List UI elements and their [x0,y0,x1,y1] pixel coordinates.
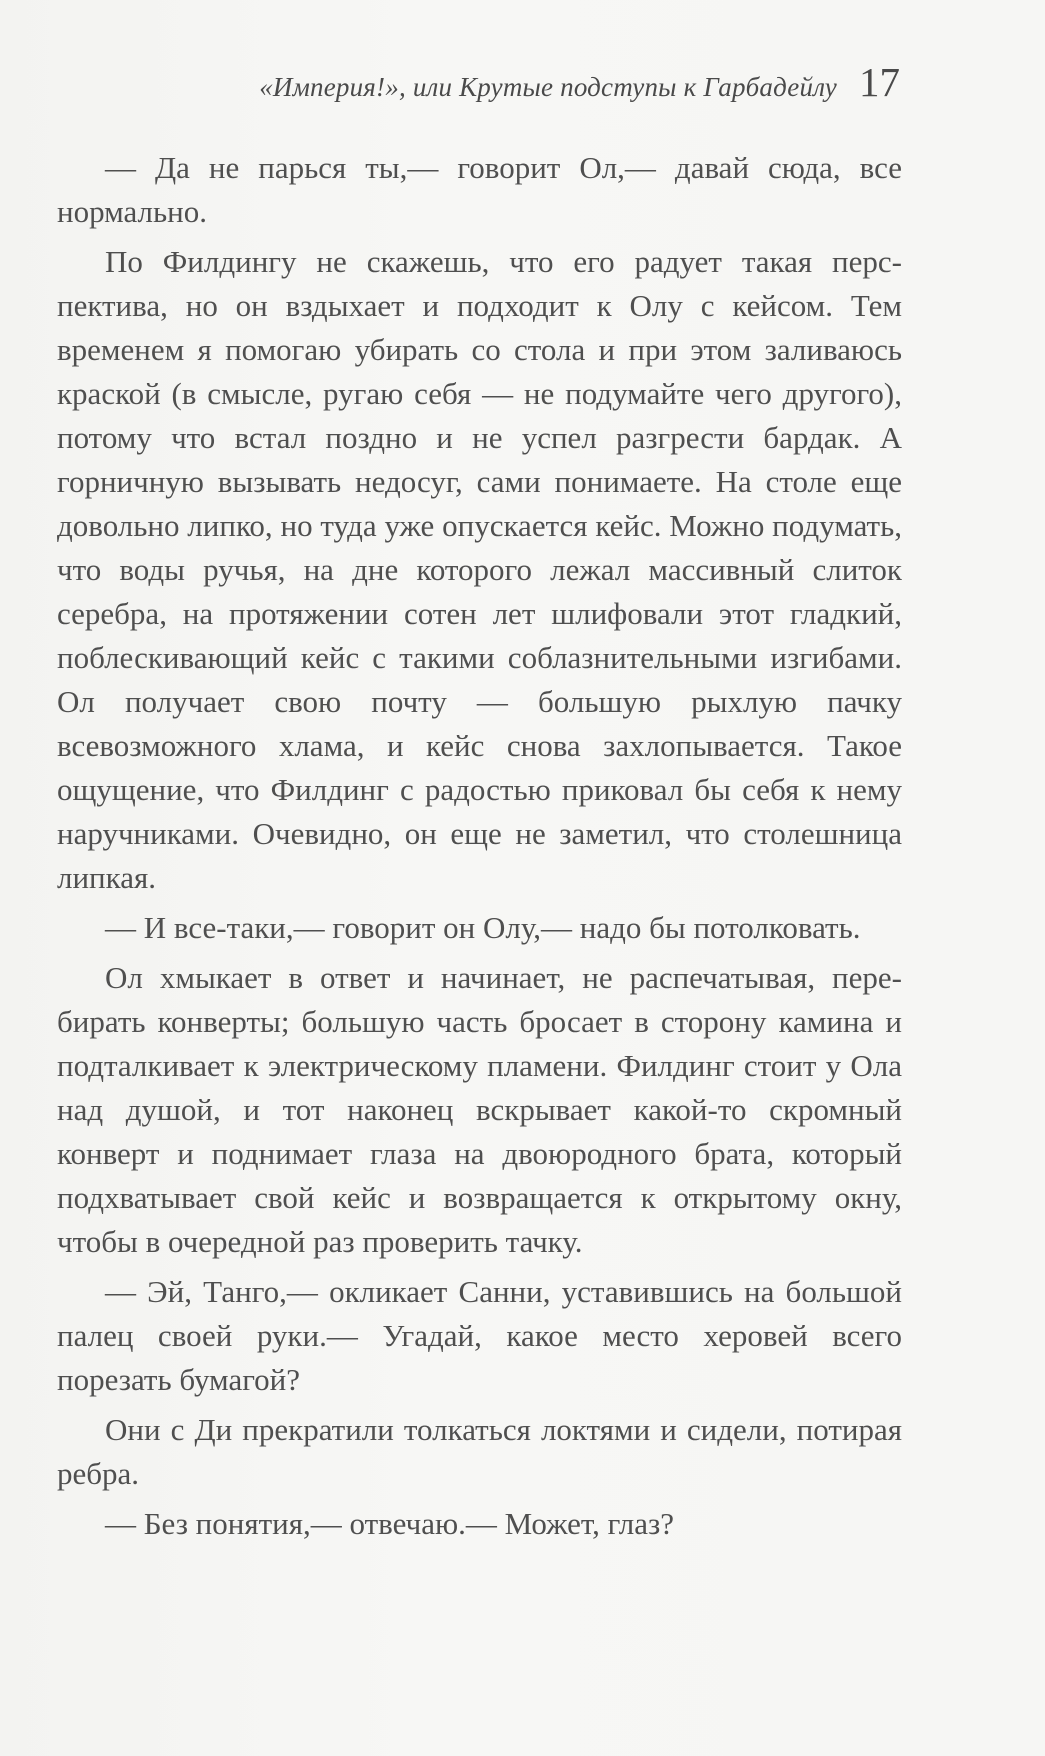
body-text [57,146,902,1546]
paragraph: — Эй, Танго,— окликает Санни, уставившись на большой палец своей руки.— Угадай, какое место херовей всего порезать бумагой? [57,1274,902,1397]
paragraph: — Без понятия,— отвечаю.— Может, глаз? [105,1506,674,1541]
running-head [180,59,900,105]
paragraph: Они с Ди прекратили толкаться локтями и сидели, потирая ребра. [57,1412,902,1491]
paragraph: По Филдингу не скажешь, что его радует такая перспектива, но он вздыхает и подходит к Олу с кейсом. Тем временем я помогаю убирать со стола и при этом заливаюсь краской (в смысле, ругаю себя — не подумайте чего другого), потому что встал поздно и не успел разгрести бардак. А горничную вызывать недосуг, сами понимаете. На столе еще довольно липко, но туда уже опускается кейс. Можно подумать, что воды ручья, на дне которого лежал массивный слиток серебра, на протяжении сотен лет шлифовали этот гладкий, поблескивающий кейс с такими соблазнительными изгибами. Ол получает свою почту — большую рыхлую пачку всевозможного хлама, и кейс снова захлопывается. Такое ощущение, что Филдинг с радостью приковал бы себя к нему наручниками. Очевидно, он еще не заметил, что столешница липкая. [57,244,902,895]
paragraph: Ол хмыкает в ответ и начинает, не распечатывая, перебирать конверты; большую часть бросает в сторону камина и подталкивает к электрическому пламени. Филдинг стоит у Ола над душой, и тот наконец вскрывает какой-то скромный конверт и поднимает глаза на двоюродного брата, который подхватывает свой кейс и возвращается к открытому окну, чтобы в очередной раз проверить тачку. [57,960,902,1259]
page-number: 17 [859,59,900,105]
running-title: «Империя!», или Крутые подступы к Гарбадейлу [259,72,837,102]
paragraph: — И все-таки,— говорит он Олу,— надо бы потолковать. [105,910,861,945]
paragraph: — Да не парься ты,— говорит Ол,— давай сюда, все нормально. [57,150,902,229]
